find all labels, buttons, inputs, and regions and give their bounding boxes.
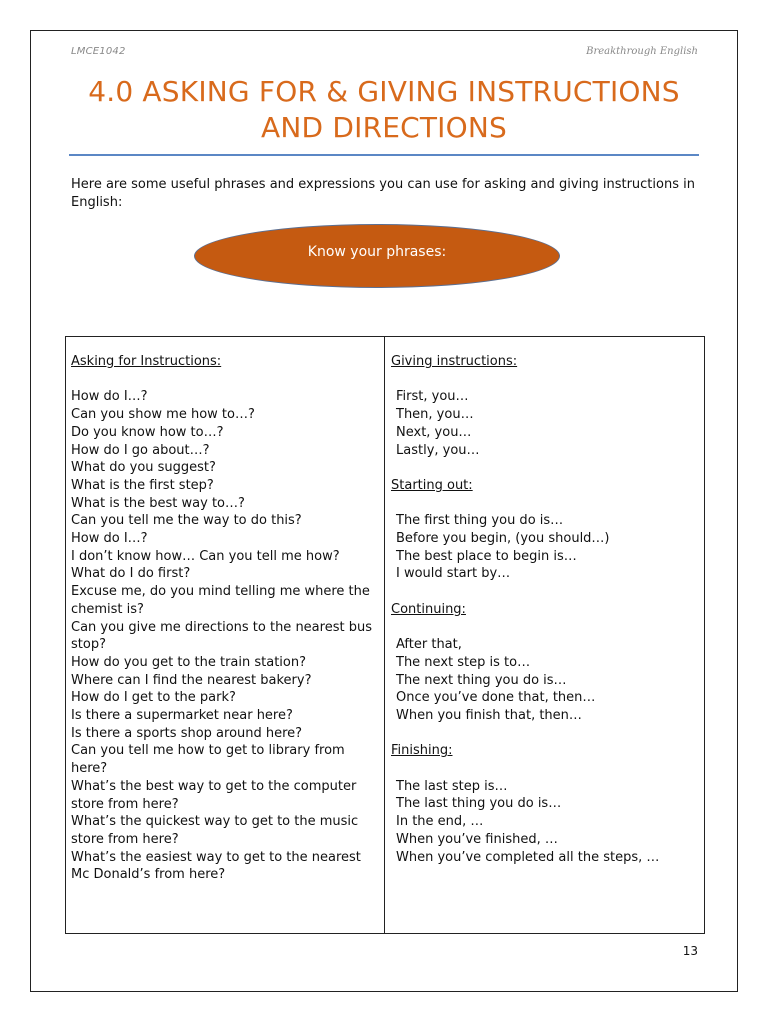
giving-phrase: Then, you… bbox=[396, 407, 474, 423]
giving-phrase: Next, you… bbox=[396, 424, 472, 440]
giving-phrase: Before you begin, (you should…) bbox=[396, 530, 610, 546]
giving-phrase: The first thing you do is… bbox=[396, 513, 564, 529]
giving-phrase: The last step is… bbox=[396, 778, 508, 794]
giving-phrase: The last thing you do is… bbox=[396, 796, 562, 812]
asking-phrase: I don’t know how… Can you tell me how? bbox=[71, 548, 340, 564]
asking-phrase: Can you show me how to…? bbox=[71, 407, 255, 423]
asking-phrase: Do you know how to…? bbox=[71, 424, 224, 440]
asking-phrase: Can you tell me how to get to library from here? bbox=[71, 743, 345, 777]
giving-column bbox=[391, 353, 696, 866]
asking-phrase: How do I…? bbox=[71, 389, 148, 405]
giving-phrase: Once you’ve done that, then… bbox=[396, 690, 596, 706]
phrases-table bbox=[65, 336, 705, 934]
asking-phrase: How do I go about…? bbox=[71, 442, 210, 458]
section-heading: Starting out: bbox=[391, 477, 473, 493]
giving-phrase: I would start by… bbox=[396, 566, 511, 582]
asking-phrase: Can you give me directions to the nearest bus stop? bbox=[71, 619, 372, 653]
asking-phrase: How do I get to the park? bbox=[71, 690, 236, 706]
asking-phrase: What do I do first? bbox=[71, 566, 191, 582]
asking-phrase: What’s the best way to get to the computer store from here? bbox=[71, 778, 357, 812]
giving-phrase: The next thing you do is… bbox=[396, 672, 567, 688]
giving-phrase: First, you… bbox=[396, 389, 469, 405]
asking-column bbox=[71, 353, 376, 884]
section-heading: Finishing: bbox=[391, 743, 453, 759]
giving-phrase: After that, bbox=[396, 637, 462, 653]
page-title bbox=[69, 74, 699, 146]
section-heading: Continuing: bbox=[391, 601, 466, 617]
giving-phrase: The best place to begin is… bbox=[396, 548, 577, 564]
giving-phrase: When you finish that, then… bbox=[396, 707, 582, 723]
banner-label: Know your phrases: bbox=[307, 244, 447, 260]
asking-phrase: How do you get to the train station? bbox=[71, 654, 307, 670]
giving-phrase: In the end, … bbox=[396, 814, 484, 830]
asking-heading: Asking for Instructions: bbox=[71, 354, 222, 369]
asking-phrase: Excuse me, do you mind telling me where the chemist is? bbox=[71, 584, 370, 617]
course-code: LMCE1042 bbox=[71, 46, 126, 57]
intro-paragraph: Here are some useful phrases and expressions you can use for asking and giving instructions in English: bbox=[71, 177, 695, 210]
column-divider bbox=[384, 337, 385, 933]
asking-phrase: What do you suggest? bbox=[71, 460, 216, 476]
giving-phrase: The next step is to… bbox=[396, 654, 531, 670]
giving-sections bbox=[391, 353, 696, 866]
book-title: Breakthrough English bbox=[586, 46, 698, 57]
asking-phrase: How do I…? bbox=[71, 531, 148, 547]
giving-phrase: Lastly, you… bbox=[396, 442, 480, 458]
asking-phrase: What is the best way to…? bbox=[71, 495, 245, 511]
asking-phrase: Is there a supermarket near here? bbox=[71, 708, 293, 724]
page-number: 13 bbox=[682, 944, 698, 958]
asking-phrase: What’s the easiest way to get to the nearest Mc Donald’s from here? bbox=[71, 849, 361, 883]
phrases-banner bbox=[194, 224, 560, 288]
section-heading: Giving instructions: bbox=[391, 354, 518, 369]
title-rule bbox=[69, 154, 699, 156]
giving-phrase: When you’ve finished, … bbox=[396, 831, 558, 847]
asking-phrase: What’s the quickest way to get to the music store from here? bbox=[71, 814, 359, 847]
title-line-2: AND DIRECTIONS bbox=[261, 111, 507, 144]
asking-phrase: Can you tell me the way to do this? bbox=[71, 513, 302, 529]
title-line-1: 4.0 ASKING FOR & GIVING INSTRUCTIONS bbox=[88, 75, 680, 108]
giving-phrase: When you’ve completed all the steps, … bbox=[396, 849, 660, 865]
asking-phrase: Is there a sports shop around here? bbox=[71, 725, 303, 741]
asking-phrase: Where can I find the nearest bakery? bbox=[71, 672, 312, 688]
asking-phrase: What is the first step? bbox=[71, 477, 214, 493]
asking-list bbox=[71, 388, 376, 884]
